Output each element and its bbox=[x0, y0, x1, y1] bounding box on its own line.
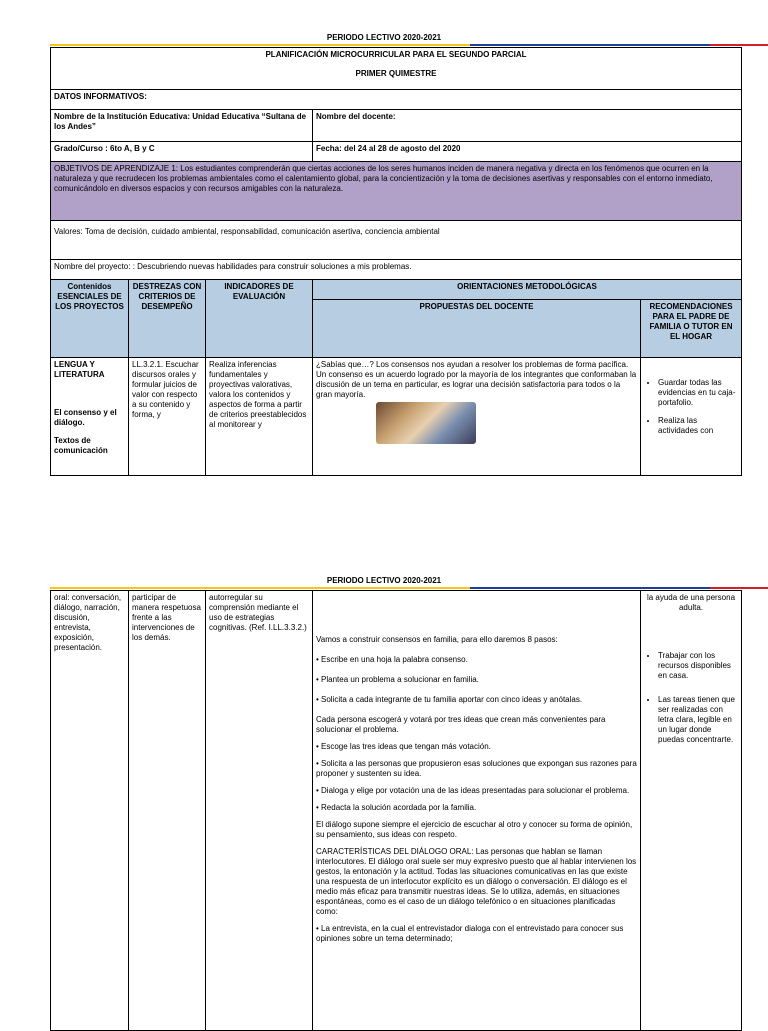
planning-table-page1 bbox=[50, 47, 742, 476]
header-propuestas: PROPUESTAS DEL DOCENTE bbox=[313, 300, 641, 358]
header-destrezas: DESTREZAS CON CRITERIOS DE DESEMPEÑO bbox=[129, 280, 206, 358]
destrezas-cont: participar de manera respetuosa frente a las intervenciones de los demás. bbox=[129, 591, 206, 1031]
contenido-texts: Textos de comunicación bbox=[54, 436, 108, 455]
step-item: • Solicita a las personas que propusieron esas soluciones que expongan sus razones para proponer y sustenten su idea. bbox=[316, 759, 637, 778]
contenidos-cont: oral: conversación, diálogo, narración, discusión, entrevista, exposición, presentación. bbox=[51, 591, 129, 1031]
propuesta-text: ¿Sabías que…? Los consensos nos ayudan a resolver los problemas de forma pacífica. Un consenso es un acuerdo logrado por la mayoría de los integrantes que conformaban la discusión de un tema en particular, es lograr una decisión satisfactoria para todos o la gran mayoría. bbox=[316, 360, 637, 399]
period-header-page2: PERIODO LECTIVO 2020-2021 bbox=[326, 576, 442, 585]
title-cell bbox=[51, 48, 742, 90]
header-contenidos: Contenidos ESENCIALES DE LOS PROYECTOS bbox=[51, 280, 129, 358]
color-stripe-blue bbox=[470, 44, 710, 46]
values-cell: Valores: Toma de decisión, cuidado ambiental, responsabilidad, comunicación asertiva, conciencia ambiental bbox=[51, 221, 742, 260]
step-item: • Escoge las tres ideas que tengan más votación. bbox=[316, 742, 491, 751]
header-orientaciones: ORIENTACIONES METODOLÓGICAS bbox=[313, 280, 742, 300]
color-stripe-yellow bbox=[50, 587, 470, 589]
contenido-cell bbox=[51, 358, 129, 476]
propuestas-cont bbox=[313, 591, 641, 1031]
indicadores-cont: autorregular su comprensión mediante el uso de estrategias cognitivas. (Ref. I.LL.3.3.2.) bbox=[206, 591, 313, 1031]
propuesta-cell bbox=[313, 358, 641, 476]
learning-objective: OBJETIVOS DE APRENDIZAJE 1: Los estudiantes comprenderán que ciertas acciones de los seres humanos inciden de manera negativa y directa en los fenómenos que ocurren en la naturaleza y que recrudecen los problemas ambientales como el calentamiento global, para la concientización y la toma de decisiones asertivas y responsables con el entorno inmediato, comunicándolo en diversos espacios y con recursos amigables con la naturaleza. bbox=[51, 162, 742, 221]
paragraph: Vamos a construir consensos en familia, para ello daremos 8 pasos: bbox=[316, 635, 558, 644]
recommendation-continuation: la ayuda de una persona adulta. bbox=[646, 593, 736, 612]
institution-value: Unidad Educativa “Sultana de los Andes” bbox=[54, 112, 307, 131]
step-item: • Plantea un problema a solucionar en familia. bbox=[316, 675, 479, 684]
color-stripe-red bbox=[710, 44, 768, 46]
indicador-cell: Realiza inferencias fundamentales y proyectivas valorativas, valora los contenidos y aspectos de forma a partir de criterios preestablecidos al monitorear y bbox=[206, 358, 313, 476]
recomendaciones-cont bbox=[641, 591, 742, 1031]
step-item: • Solicita a cada integrante de tu familia aportar con cinco ideas y anótalas. bbox=[316, 695, 583, 704]
step-item: • La entrevista, en la cual el entrevistador dialoga con el entrevistado para conocer sus opiniones sobre un tema determinado; bbox=[316, 924, 624, 943]
date-cell: Fecha: del 24 al 28 de agosto del 2020 bbox=[313, 142, 742, 162]
recommendation-item: • Guardar todas las evidencias en tu caja-portafolio. bbox=[658, 378, 738, 408]
recommendation-item: • Las tareas tienen que ser realizadas con letra clara, legible en un lugar donde puedas concentrarte. bbox=[658, 695, 738, 745]
document-title: PLANIFICACIÓN MICROCURRICULAR PARA EL SEGUNDO PARCIAL bbox=[265, 50, 527, 59]
color-stripe-blue bbox=[470, 587, 710, 589]
color-stripe-yellow bbox=[50, 44, 470, 46]
header-indicadores: INDICADORES DE EVALUACIÓN bbox=[206, 280, 313, 358]
planning-table-page2 bbox=[50, 590, 742, 1031]
contenido-topic: El consenso y el diálogo. bbox=[54, 408, 117, 427]
recommendation-item: • Realiza las actividades con bbox=[658, 416, 738, 436]
recommendation-item: • Trabajar con los recursos disponibles en casa. bbox=[658, 651, 738, 681]
project-name: Nombre del proyecto: : Descubriendo nuevas habilidades para construir soluciones a mis problemas. bbox=[51, 260, 742, 280]
institution-cell bbox=[51, 110, 313, 142]
step-item: • Escribe en una hoja la palabra consenso. bbox=[316, 655, 468, 664]
document-subtitle: PRIMER QUIMESTRE bbox=[355, 69, 437, 78]
step-item: • Dialoga y elige por votación una de las ideas presentadas para solucionar el problema. bbox=[316, 786, 630, 795]
destreza-cell: LL.3.2.1. Escuchar discursos orales y formular juicios de valor con respecto a su contenido y forma, y bbox=[129, 358, 206, 476]
grade-cell: Grado/Curso : 6to A, B y C bbox=[51, 142, 313, 162]
family-photo bbox=[376, 402, 476, 444]
paragraph: El diálogo supone siempre el ejercicio de escuchar al otro y conocer su forma de opinión, su pensamiento, sus ideas con respeto. bbox=[316, 820, 633, 839]
header-recomendaciones: RECOMENDACIONES PARA EL PADRE DE FAMILIA O TUTOR EN EL HOGAR bbox=[641, 300, 742, 358]
period-header: PERIODO LECTIVO 2020-2021 bbox=[326, 33, 442, 42]
paragraph: Cada persona escogerá y votará por tres ideas que crean más convenientes para solucionar el problema. bbox=[316, 715, 606, 734]
paragraph: CARACTERÍSTICAS DEL DIÁLOGO ORAL: Las personas que hablan se llaman interlocutores. El diálogo oral suele ser muy expresivo puesto que al hablar intervienen los gestos, la entonación y la actitud. Todas las situaciones comunicativas en las que existe una respuesta de un interlocutor explícito es un diálogo o conversación. El diálogo es el medio más eficaz para transmitir nuestras ideas. Se lo utiliza, además, en situaciones espontáneas, como es el caso de un diálogo telefónico o en situaciones planificadas como: bbox=[316, 847, 637, 916]
color-stripe-red bbox=[710, 587, 768, 589]
step-item: • Redacta la solución acordada por la familia. bbox=[316, 803, 477, 812]
institution-label: Nombre de la Institución Educativa: bbox=[54, 112, 191, 121]
datos-informativos: DATOS INFORMATIVOS: bbox=[51, 90, 742, 110]
recomendaciones-cell bbox=[641, 358, 742, 476]
contenido-subject: LENGUA Y LITERATURA bbox=[54, 360, 105, 379]
teacher-label: Nombre del docente: bbox=[313, 110, 742, 142]
